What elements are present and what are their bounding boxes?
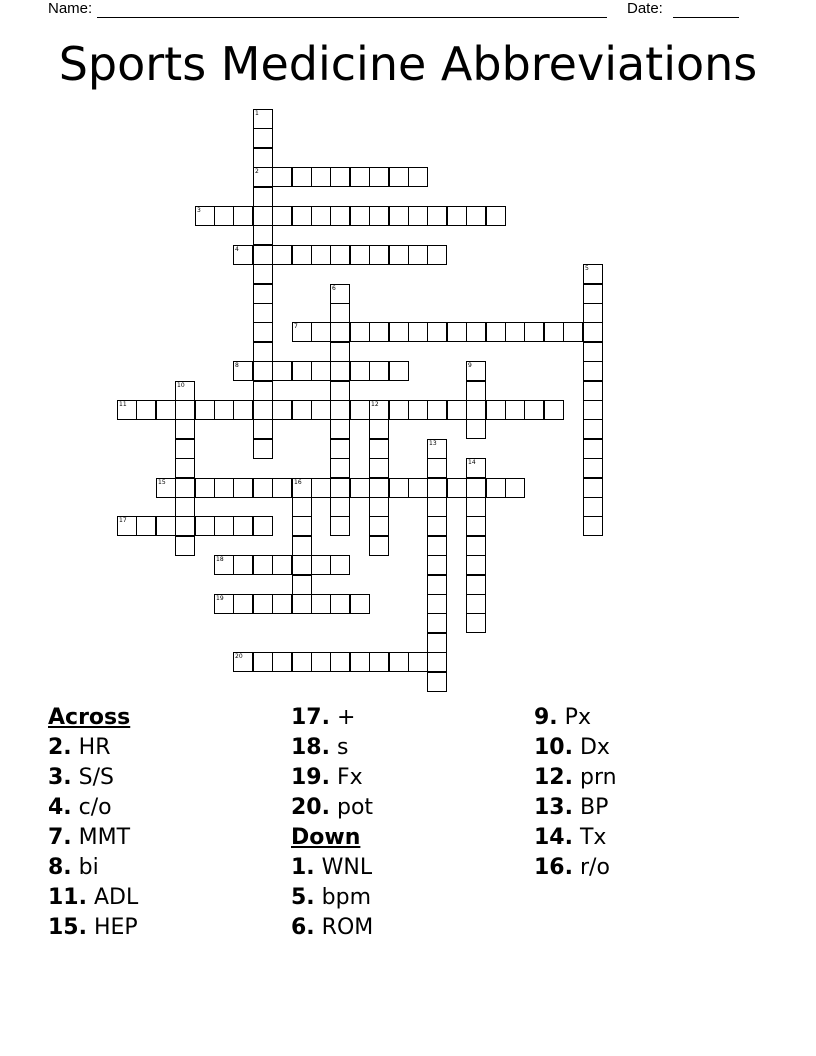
crossword-cell[interactable] (253, 361, 273, 381)
clue-number: 2 (255, 168, 259, 175)
crossword-cell[interactable] (466, 613, 486, 633)
crossword-cell[interactable] (272, 245, 292, 265)
crossword-cell[interactable] (350, 167, 370, 187)
crossword-cell[interactable] (408, 652, 428, 672)
crossword-cell[interactable] (214, 594, 234, 614)
crossword-cell[interactable] (389, 361, 409, 381)
crossword-cell[interactable] (175, 516, 195, 536)
crossword-cell[interactable] (369, 652, 389, 672)
crossword-cell[interactable] (369, 497, 389, 517)
crossword-cell[interactable] (389, 245, 409, 265)
crossword-cell[interactable] (253, 128, 273, 148)
crossword-cell[interactable] (292, 575, 312, 595)
crossword-cell[interactable] (214, 555, 234, 575)
crossword-cell[interactable] (292, 652, 312, 672)
clue-across-4: 4. c/o (48, 795, 112, 820)
crossword-cell[interactable] (330, 206, 350, 226)
crossword-cell[interactable] (369, 419, 389, 439)
crossword-cell[interactable] (505, 478, 525, 498)
crossword-cell[interactable] (253, 206, 273, 226)
crossword-cell[interactable] (330, 361, 350, 381)
crossword-cell[interactable] (466, 594, 486, 614)
crossword-cell[interactable] (427, 633, 447, 653)
crossword-cell[interactable] (350, 206, 370, 226)
crossword-cell[interactable] (272, 594, 292, 614)
crossword-cell[interactable] (330, 478, 350, 498)
crossword-cell[interactable] (233, 206, 253, 226)
crossword-cell[interactable] (292, 400, 312, 420)
crossword-cell[interactable] (447, 206, 467, 226)
crossword-cell[interactable] (311, 361, 331, 381)
crossword-cell[interactable] (272, 652, 292, 672)
crossword-cell[interactable] (524, 322, 544, 342)
crossword-cell[interactable] (292, 516, 312, 536)
crossword-cell[interactable] (272, 206, 292, 226)
crossword-cell[interactable] (369, 361, 389, 381)
clue-down-5: 5. bpm (291, 885, 372, 910)
crossword-cell[interactable] (369, 439, 389, 459)
crossword-cell[interactable] (330, 458, 350, 478)
crossword-cell[interactable] (292, 497, 312, 517)
crossword-cell[interactable] (427, 652, 447, 672)
crossword-cell[interactable] (330, 439, 350, 459)
clue-down-9: 9. Px (534, 705, 591, 730)
crossword-cell[interactable] (214, 206, 234, 226)
clue-number: 15 (158, 479, 166, 486)
clue-down-14: 14. Tx (534, 825, 607, 850)
clue-column-2 (291, 703, 373, 943)
crossword-cell[interactable] (330, 516, 350, 536)
clue-number: 20 (235, 653, 243, 660)
crossword-cell[interactable] (253, 381, 273, 401)
crossword-cell[interactable] (389, 167, 409, 187)
crossword-cell[interactable] (583, 400, 603, 420)
crossword-cell[interactable] (486, 322, 506, 342)
crossword-cell[interactable] (330, 303, 350, 323)
crossword-cell[interactable] (233, 478, 253, 498)
clue-down-1: 1. WNL (291, 855, 373, 880)
crossword-cell[interactable] (272, 478, 292, 498)
clue-across-18: 18. s (291, 735, 349, 760)
clue-number: 12 (371, 401, 379, 408)
clue-number: 8 (235, 362, 239, 369)
crossword-cell[interactable] (427, 497, 447, 517)
crossword-cell[interactable] (486, 478, 506, 498)
crossword-cell[interactable] (544, 322, 564, 342)
crossword-cell[interactable] (583, 516, 603, 536)
crossword-cell[interactable] (350, 594, 370, 614)
crossword-cell[interactable] (583, 497, 603, 517)
crossword-cell[interactable] (292, 478, 312, 498)
crossword-cell[interactable] (156, 400, 176, 420)
crossword-cell[interactable] (389, 478, 409, 498)
crossword-cell[interactable] (427, 575, 447, 595)
crossword-cell[interactable] (253, 478, 273, 498)
crossword-cell[interactable] (466, 381, 486, 401)
crossword-cell[interactable] (233, 516, 253, 536)
crossword-cell[interactable] (136, 400, 156, 420)
crossword-cell[interactable] (466, 206, 486, 226)
crossword-cell[interactable] (175, 458, 195, 478)
crossword-cell[interactable] (195, 516, 215, 536)
clue-number: 10 (177, 382, 185, 389)
crossword-cell[interactable] (466, 516, 486, 536)
clue-across-17: 17. + (291, 705, 356, 730)
crossword-cell[interactable] (466, 478, 486, 498)
clue-column-1 (48, 703, 138, 943)
clue-number: 11 (119, 401, 127, 408)
crossword-cell[interactable] (427, 613, 447, 633)
crossword-cell[interactable] (253, 555, 273, 575)
crossword-cell[interactable] (427, 555, 447, 575)
crossword-cell[interactable] (427, 458, 447, 478)
clue-number: 17 (119, 517, 127, 524)
crossword-cell[interactable] (544, 400, 564, 420)
crossword-cell[interactable] (583, 303, 603, 323)
crossword-cell[interactable] (253, 264, 273, 284)
crossword-cell[interactable] (253, 109, 273, 129)
clue-number: 1 (255, 110, 259, 117)
crossword-cell[interactable] (311, 206, 331, 226)
crossword-cell[interactable] (583, 419, 603, 439)
crossword-cell[interactable] (175, 478, 195, 498)
crossword-cell[interactable] (253, 400, 273, 420)
crossword-cell[interactable] (253, 419, 273, 439)
crossword-cell[interactable] (350, 361, 370, 381)
crossword-cell[interactable] (427, 322, 447, 342)
crossword-cell[interactable] (253, 322, 273, 342)
crossword-cell[interactable] (583, 322, 603, 342)
clue-number: 5 (585, 265, 589, 272)
crossword-cell[interactable] (369, 245, 389, 265)
crossword-cell[interactable] (408, 167, 428, 187)
crossword-cell[interactable] (253, 284, 273, 304)
crossword-cell[interactable] (195, 400, 215, 420)
crossword-cell[interactable] (427, 245, 447, 265)
clue-down-13: 13. BP (534, 795, 609, 820)
clue-number: 13 (429, 440, 437, 447)
crossword-cell[interactable] (292, 322, 312, 342)
crossword-cell[interactable] (466, 322, 486, 342)
crossword-cell[interactable] (233, 555, 253, 575)
crossword-cell[interactable] (253, 303, 273, 323)
crossword-cell[interactable] (311, 478, 331, 498)
crossword-cell[interactable] (214, 400, 234, 420)
crossword-cell[interactable] (233, 245, 253, 265)
crossword-cell[interactable] (175, 400, 195, 420)
crossword-cell[interactable] (466, 419, 486, 439)
crossword-cell[interactable] (583, 439, 603, 459)
crossword-cell[interactable] (408, 400, 428, 420)
crossword-cell[interactable] (486, 206, 506, 226)
crossword-cell[interactable] (427, 516, 447, 536)
crossword-cell[interactable] (330, 652, 350, 672)
crossword-cell[interactable] (195, 206, 215, 226)
crossword-cell[interactable] (233, 400, 253, 420)
crossword-cell[interactable] (330, 284, 350, 304)
crossword-cell[interactable] (583, 458, 603, 478)
crossword-cell[interactable] (563, 322, 583, 342)
clue-number: 16 (294, 479, 302, 486)
crossword-cell[interactable] (427, 206, 447, 226)
crossword-cell[interactable] (330, 419, 350, 439)
clue-across-15: 15. HEP (48, 915, 138, 940)
crossword-cell[interactable] (466, 536, 486, 556)
crossword-cell[interactable] (272, 167, 292, 187)
crossword-cell[interactable] (175, 419, 195, 439)
crossword-cell[interactable] (175, 439, 195, 459)
crossword-cell[interactable] (369, 516, 389, 536)
crossword-cell[interactable] (330, 322, 350, 342)
crossword-cell[interactable] (466, 361, 486, 381)
clue-number: 6 (332, 285, 336, 292)
crossword-cell[interactable] (292, 361, 312, 381)
crossword-cell[interactable] (253, 245, 273, 265)
crossword-cell[interactable] (505, 400, 525, 420)
crossword-cell[interactable] (311, 167, 331, 187)
clue-column-3 (534, 703, 617, 883)
crossword-cell[interactable] (233, 594, 253, 614)
crossword-cell[interactable] (583, 342, 603, 362)
crossword-cell[interactable] (427, 594, 447, 614)
crossword-cell[interactable] (466, 575, 486, 595)
clue-across-3: 3. S/S (48, 765, 115, 790)
crossword-cell[interactable] (311, 555, 331, 575)
clue-number: 14 (468, 459, 476, 466)
crossword-cell[interactable] (427, 478, 447, 498)
crossword-cell[interactable] (330, 167, 350, 187)
crossword-cell[interactable] (524, 400, 544, 420)
crossword-cell[interactable] (253, 439, 273, 459)
crossword-cell[interactable] (427, 400, 447, 420)
crossword-cell[interactable] (292, 206, 312, 226)
crossword-cell[interactable] (233, 361, 253, 381)
crossword-cell[interactable] (292, 536, 312, 556)
crossword-cell[interactable] (311, 652, 331, 672)
crossword-cell[interactable] (427, 439, 447, 459)
crossword-cell[interactable] (117, 516, 137, 536)
crossword-cell[interactable] (389, 652, 409, 672)
clue-across-8: 8. bi (48, 855, 99, 880)
crossword-cell[interactable] (447, 400, 467, 420)
crossword-cell[interactable] (253, 167, 273, 187)
clue-down-12: 12. prn (534, 765, 617, 790)
clue-down-10: 10. Dx (534, 735, 610, 760)
crossword-cell[interactable] (292, 167, 312, 187)
down-heading: Down (291, 825, 361, 850)
page-title: Sports Medicine Abbreviations (58, 37, 758, 91)
crossword-cell[interactable] (369, 478, 389, 498)
crossword-cell[interactable] (214, 478, 234, 498)
crossword-cell[interactable] (272, 361, 292, 381)
clue-number: 7 (294, 323, 298, 330)
crossword-cell[interactable] (486, 400, 506, 420)
clue-across-7: 7. MMT (48, 825, 131, 850)
crossword-cell[interactable] (408, 478, 428, 498)
crossword-cell[interactable] (350, 322, 370, 342)
crossword-cell[interactable] (447, 322, 467, 342)
crossword-cell[interactable] (408, 206, 428, 226)
date-label: Date: (627, 0, 663, 17)
crossword-cell[interactable] (330, 555, 350, 575)
crossword-cell[interactable] (466, 497, 486, 517)
crossword-cell[interactable] (311, 245, 331, 265)
crossword-cell[interactable] (389, 206, 409, 226)
crossword-cell[interactable] (156, 516, 176, 536)
clue-across-11: 11. ADL (48, 885, 139, 910)
crossword-cell[interactable] (292, 594, 312, 614)
crossword-cell[interactable] (253, 148, 273, 168)
crossword-cell[interactable] (466, 458, 486, 478)
crossword-cell[interactable] (389, 400, 409, 420)
crossword-cell[interactable] (175, 381, 195, 401)
crossword-cell[interactable] (369, 206, 389, 226)
crossword-cell[interactable] (214, 516, 234, 536)
crossword-cell[interactable] (330, 245, 350, 265)
crossword-cell[interactable] (427, 536, 447, 556)
crossword-cell[interactable] (272, 400, 292, 420)
crossword-cell[interactable] (369, 322, 389, 342)
crossword-cell[interactable] (253, 225, 273, 245)
crossword-cell[interactable] (330, 400, 350, 420)
crossword-cell[interactable] (253, 342, 273, 362)
crossword-cell[interactable] (466, 555, 486, 575)
crossword-cell[interactable] (369, 536, 389, 556)
clue-number: 4 (235, 246, 239, 253)
clue-number: 3 (197, 207, 201, 214)
crossword-cell[interactable] (369, 458, 389, 478)
crossword-cell[interactable] (253, 187, 273, 207)
crossword-cell[interactable] (583, 284, 603, 304)
crossword-cell[interactable] (330, 381, 350, 401)
crossword-cell[interactable] (311, 594, 331, 614)
crossword-cell[interactable] (175, 497, 195, 517)
crossword-cell[interactable] (156, 478, 176, 498)
clue-across-2: 2. HR (48, 735, 111, 760)
crossword-cell[interactable] (272, 555, 292, 575)
crossword-cell[interactable] (408, 322, 428, 342)
crossword-cell[interactable] (583, 478, 603, 498)
crossword-cell[interactable] (350, 652, 370, 672)
crossword-cell[interactable] (583, 381, 603, 401)
crossword-cell[interactable] (447, 478, 467, 498)
crossword-cell[interactable] (350, 478, 370, 498)
clue-number: 19 (216, 595, 224, 602)
crossword-cell[interactable] (253, 594, 273, 614)
crossword-cell[interactable] (369, 400, 389, 420)
crossword-cell[interactable] (253, 516, 273, 536)
crossword-cell[interactable] (466, 400, 486, 420)
crossword-cell[interactable] (136, 516, 156, 536)
name-label: Name: (48, 0, 93, 17)
across-heading: Across (48, 705, 131, 730)
crossword-cell[interactable] (175, 536, 195, 556)
crossword-cell[interactable] (583, 264, 603, 284)
clue-number: 18 (216, 556, 224, 563)
crossword-cell[interactable] (330, 497, 350, 517)
crossword-cell[interactable] (195, 478, 215, 498)
clue-number: 9 (468, 362, 472, 369)
crossword-cell[interactable] (330, 342, 350, 362)
crossword-cell[interactable] (408, 245, 428, 265)
crossword-cell[interactable] (253, 652, 273, 672)
clue-down-6: 6. ROM (291, 915, 374, 940)
crossword-cell[interactable] (311, 400, 331, 420)
crossword-cell[interactable] (117, 400, 137, 420)
crossword-cell[interactable] (427, 672, 447, 692)
crossword-cell[interactable] (369, 167, 389, 187)
crossword-cell[interactable] (330, 594, 350, 614)
crossword-cell[interactable] (505, 322, 525, 342)
crossword-cell[interactable] (292, 245, 312, 265)
crossword-cell[interactable] (583, 361, 603, 381)
clue-across-19: 19. Fx (291, 765, 363, 790)
crossword-cell[interactable] (292, 555, 312, 575)
crossword-cell[interactable] (233, 652, 253, 672)
crossword-cell[interactable] (389, 322, 409, 342)
crossword-cell[interactable] (350, 245, 370, 265)
crossword-cell[interactable] (350, 400, 370, 420)
clue-across-20: 20. pot (291, 795, 374, 820)
clue-down-16: 16. r/o (534, 855, 610, 880)
crossword-cell[interactable] (311, 322, 331, 342)
